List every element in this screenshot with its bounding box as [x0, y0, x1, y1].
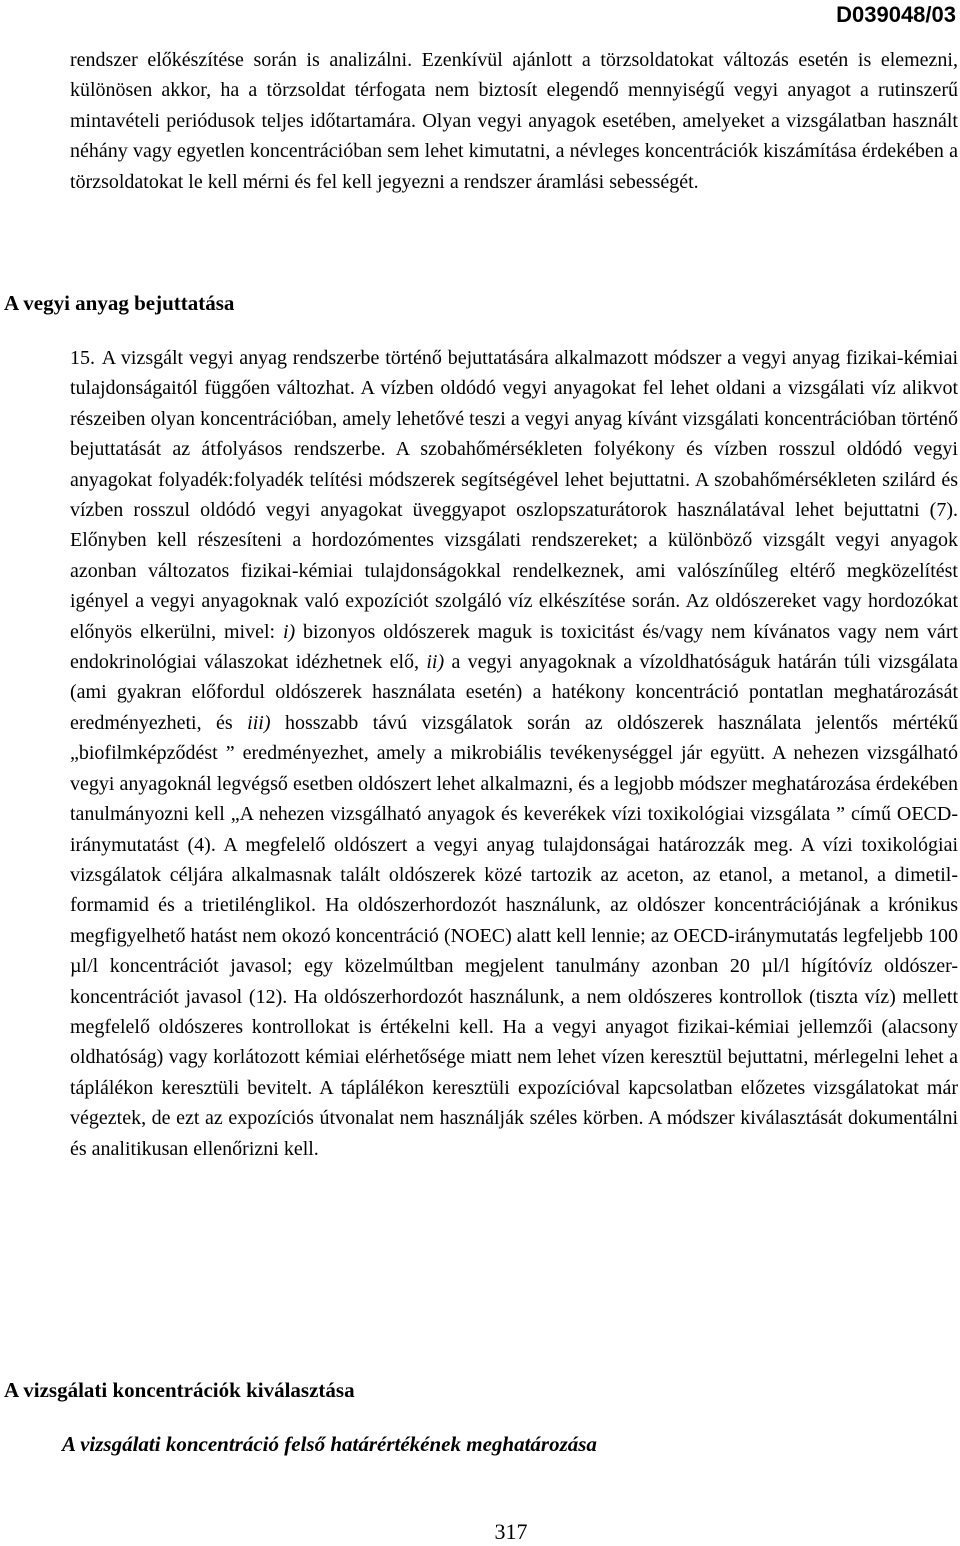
paragraph-number: 15. [70, 347, 95, 369]
subsection-heading-upper-limit: A vizsgálati koncentráció felső határértékének meghatározása [62, 1432, 597, 1456]
section-heading-chemical-delivery: A vegyi anyag bejuttatása [4, 291, 235, 315]
section-heading-test-concentrations: A vizsgálati koncentrációk kiválasztása [4, 1378, 355, 1402]
paragraph-15 [70, 343, 958, 1164]
document-id: D039048/03 [836, 2, 956, 27]
paragraph-15-text-a: A vizsgált vegyi anyag rendszerbe történő bejuttatására alkalmazott módszer a vegyi anyag fizikai-kémiai tulajdonságaitól függően változhat. A vízben oldódó vegyi anyagokat fel lehet oldani a vizsgálati víz alikvot részeiben olyan koncentrációban, amely lehetővé teszi a vegyi anyag kívánt vizsgálati koncentrációban történő bejuttatását az átfolyásos rendszerbe. A szobahőmérsékleten folyékony és vízben rosszul oldódó vegyi anyagokat folyadék:folyadék telítési módszerek segítségével lehet bejuttatni. A szobahőmérsékleten szilárd és vízben rosszul oldódó vegyi anyagokat üveggyapot oszlopszaturátorok használatával lehet bejuttatni (7). Előnyben kell részesíteni a hordozómentes vizsgálati rendszereket; a különböző vizsgált vegyi anyagok azonban változatos fizikai-kémiai tulajdonságokkal rendelkeznek, ami valószínűleg eltérő megközelítést igényel a vegyi anyagoknak való expozíciót szolgáló víz elkészítése során. Az oldószereket vagy hordozókat előnyös elkerülni, mivel: [70, 347, 958, 643]
paragraph-15-text-b: bizonyos oldószerek maguk is toxicitást és/vagy nem kívánatos vagy nem várt endokrinológiai válaszokat idézhetnek elő, [70, 620, 959, 674]
paragraph-15-text-c: a vegyi anyagoknak a vízoldhatóságuk határán túli vizsgálata (ami gyakran előfordul oldószerek használata esetén) a hatékony koncentráció pontatlan meghatározását eredményezheti, és [70, 651, 958, 734]
paragraph-15-text-d: hosszabb távú vizsgálatok során az oldószerek használata jelentős mértékű „biofilmképződést ” eredményezhet, amely a mikrobiális tevékenységgel jár együtt. A nehezen vizsgálható vegyi anyagoknál legvégső esetben oldószert lehet alkalmazni, és a legjobb módszer meghatározása érdekében tanulmányozni kell „A nehezen vizsgálható anyagok és keverékek vízi toxikológiai vizsgálata ” című OECD-iránymutatást (4). A megfelelő oldószert a vegyi anyag tulajdonságai határozzák meg. A vízi toxikológiai vizsgálatok céljára alkalmasnak talált oldószerek közé tartozik az aceton, az etanol, a metanol, a dimetil-formamid és a trietilénglikol. Ha oldószerhordozót használunk, az oldószer koncentrációjának a krónikus megfigyelhető hatást nem okozó koncentráció (NOEC) alatt kell lennie; az OECD-iránymutatás legfeljebb 100 µl/l koncentrációt javasol; egy közelmúltban megjelent tanulmány azonban 20 µl/l hígítóvíz oldószer-koncentrációt javasol (12). Ha oldószerhordozót használunk, a nem oldószeres kontrollok (tiszta víz) mellett megfelelő oldószeres kontrollokat is értékelni kell. Ha a vegyi anyagot fizikai-kémiai jellemzői (alacsony oldhatóság) vagy korlátozott kémiai elérhetősége miatt nem lehet vízen keresztül bejuttatni, mérlegelni lehet a táplálékon keresztüli bevitelt. A táplálékon keresztüli expozícióval kapcsolatban előzetes vizsgálatokat már végeztek, de ezt az expozíciós útvonalat nem használják széles körben. A módszer kiválasztását dokumentálni és analitikusan ellenőrizni kell. [70, 711, 959, 1160]
paragraph-intro: rendszer előkészítése során is analizálni. Ezenkívül ajánlott a törzsoldatokat változás esetén is elemezni, különösen akkor, ha a törzsoldat térfogata nem biztosít elegendő mennyiségű vegyi anyagot a rutinszerű mintavételi periódusok teljes időtartamára. Olyan vegyi anyagok esetében, amelyeket a vizsgálatban használt néhány vagy egyetlen koncentrációban sem lehet kimutatni, a névleges koncentrációk kiszámítása érdekében a törzsoldatokat le kell mérni és fel kell jegyezni a rendszer áramlási sebességét. [70, 49, 958, 193]
enum-i: i) [282, 620, 296, 643]
page-number: 317 [494, 1519, 528, 1544]
enum-iii: iii) [247, 711, 271, 734]
enum-ii: ii) [426, 651, 445, 674]
